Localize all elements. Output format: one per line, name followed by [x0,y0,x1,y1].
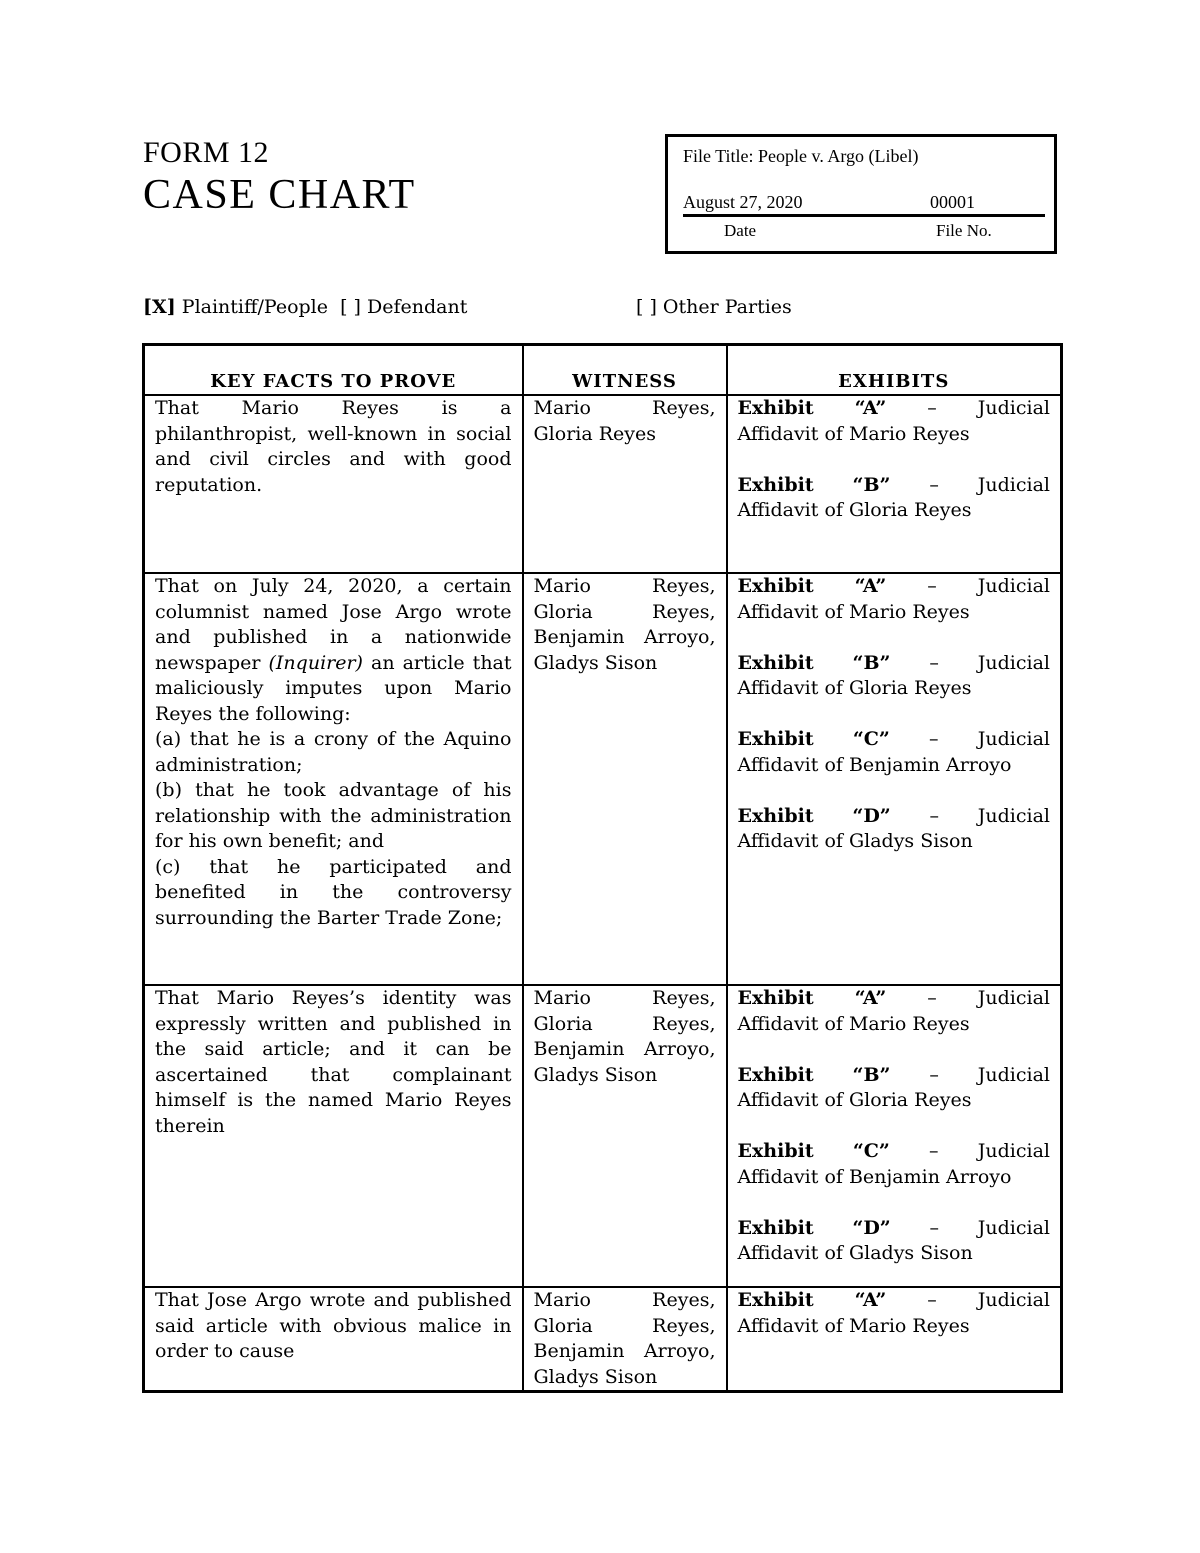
exhibit-letter: “A” [854,987,887,1009]
fact-intro: That on July 24, 2020, a certain columnist named Jose Argo wrote and published in a nationwide newspaper [155,575,512,674]
exhibit-label: Exhibit [737,1063,814,1086]
exhibit-entry [738,651,1051,702]
exhibit-description: Affidavit of Mario Reyes [737,1314,970,1337]
exhibit-description: Affidavit of Mario Reyes [737,1012,970,1035]
exhibit-dash: – [929,728,939,750]
exhibit-description: Affidavit of Gloria Reyes [737,677,972,699]
exhibit-dash: – [927,987,937,1009]
header-exhibits: EXHIBITS [727,345,1062,396]
exhibit-letter: “A” [854,397,887,419]
exhibit-label: Exhibit [737,1140,814,1162]
file-date-value: August 27, 2020 [683,192,803,212]
table-header-row [144,345,1062,396]
fact-item-c: (c) that he participated and benefited in the controversy surrounding the Barter Trade Zone; [155,855,512,929]
exhibit-description: Affidavit of Gloria Reyes [737,499,972,521]
fact-item-a: (a) that he is a crony of the Aquino administration; [155,728,512,776]
exhibit-type: Judicial [977,1140,1050,1162]
exhibit-letter: “D” [852,1216,891,1239]
witness-cell: Mario Reyes, Gloria Reyes, Benjamin Arroyo, Gladys Sison [523,573,727,985]
exhibit-entry [738,396,1051,447]
exhibit-description: Affidavit of Mario Reyes [737,422,970,445]
exhibit-letter: “C” [852,1140,890,1162]
exhibit-entry [738,1139,1051,1190]
exhibits-cell [727,395,1062,573]
exhibit-description: Affidavit of Mario Reyes [737,600,970,623]
exhibit-description: Affidavit of Benjamin Arroyo [737,1165,1012,1188]
exhibit-label: Exhibit [737,473,814,496]
witness-cell: Mario Reyes, Gloria Reyes, Benjamin Arroyo, Gladys Sison [523,1287,727,1392]
exhibit-label: Exhibit [737,397,814,419]
exhibit-label: Exhibit [737,987,814,1009]
exhibit-type: Judicial [977,575,1050,597]
exhibit-type: Judicial [977,1289,1050,1311]
exhibit-type: Judicial [977,728,1050,750]
exhibit-entry [738,1063,1051,1114]
exhibit-type: Judicial [977,987,1050,1009]
exhibit-dash: – [929,651,939,674]
file-date-label: Date [724,221,757,240]
exhibit-letter: “B” [852,651,891,674]
file-title: File Title: People v. Argo (Libel) [683,146,919,166]
exhibit-dash: – [927,397,937,419]
header-key-facts: KEY FACTS TO PROVE [144,345,523,396]
exhibit-entry [738,986,1051,1037]
case-chart-table [142,343,1063,1393]
exhibit-label: Exhibit [737,728,814,750]
exhibits-cell [727,573,1062,985]
exhibit-dash: – [929,1216,939,1239]
witness-cell: Mario Reyes, Gloria Reyes, Benjamin Arroyo, Gladys Sison [523,985,727,1287]
key-fact-cell [144,573,523,985]
exhibit-label: Exhibit [737,1289,814,1311]
key-fact-cell: That Jose Argo wrote and published said article with obvious malice in order to cause [144,1287,523,1392]
file-info-box [665,134,1057,254]
other-parties-label: Other Parties [662,296,792,318]
fact-newspaper: (Inquirer) [268,651,363,674]
exhibit-entry [738,1288,1051,1339]
exhibit-description: Affidavit of Benjamin Arroyo [737,753,1012,776]
table-row [144,1287,1062,1392]
exhibit-dash: – [929,473,939,496]
exhibit-letter: “A” [854,575,887,597]
other-parties-checkbox[interactable]: [ ] [636,296,657,318]
exhibit-description: Affidavit of Gloria Reyes [737,1089,972,1111]
plaintiff-checkbox[interactable]: [X] [143,296,176,318]
fact-item-b: (b) that he took advantage of his relationship with the administration for his own benefit; and [155,779,512,852]
exhibit-entry [738,804,1051,855]
file-number-label: File No. [936,221,992,240]
key-fact-cell: That Mario Reyes’s identity was expressly written and published in the said article; and it can be ascertained that complainant himself is the named Mario Reyes therein [144,985,523,1287]
exhibit-description: Affidavit of Gladys Sison [737,1242,973,1264]
plaintiff-label: Plaintiff/People [181,296,328,318]
party-selection-other [636,295,792,319]
defendant-label: Defendant [367,296,468,318]
exhibit-label: Exhibit [737,575,814,597]
exhibit-label: Exhibit [737,804,814,827]
fact-imputation: an article that maliciously imputes upon Mario Reyes the following: [155,651,512,725]
exhibit-entry [738,574,1051,625]
exhibit-label: Exhibit [737,651,814,674]
exhibit-type: Judicial [977,1216,1050,1239]
exhibit-type: Judicial [977,473,1050,496]
exhibits-cell [727,1287,1062,1392]
exhibit-dash: – [929,1140,939,1162]
header-witness: WITNESS [523,345,727,396]
file-underline [683,214,1045,217]
exhibit-type: Judicial [977,804,1050,827]
exhibits-cell [727,985,1062,1287]
exhibit-letter: “B” [852,1063,891,1086]
exhibit-letter: “B” [852,473,891,496]
exhibit-entry [738,727,1051,778]
exhibit-dash: – [929,804,939,827]
key-fact-cell: That Mario Reyes is a philanthropist, well-known in social and civil circles and with good reputation. [144,395,523,573]
exhibit-entry [738,1216,1051,1267]
exhibit-type: Judicial [977,397,1050,419]
form-name: CASE CHART [143,172,416,218]
exhibit-letter: “A” [854,1289,887,1311]
file-number-value: 00001 [930,192,975,212]
table-row [144,573,1062,985]
witness-cell: Mario Reyes, Gloria Reyes [523,395,727,573]
party-selection-primary [143,295,467,319]
exhibit-description: Affidavit of Gladys Sison [737,830,973,852]
exhibit-type: Judicial [977,1063,1050,1086]
exhibit-label: Exhibit [737,1216,814,1239]
table-row [144,395,1062,573]
exhibit-dash: – [927,575,937,597]
exhibit-dash: – [929,1063,939,1086]
exhibit-letter: “C” [852,728,890,750]
defendant-checkbox[interactable]: [ ] [340,296,361,318]
exhibit-dash: – [927,1289,937,1311]
exhibit-letter: “D” [852,804,891,827]
table-row [144,985,1062,1287]
exhibit-entry [738,473,1051,524]
exhibit-type: Judicial [977,651,1050,674]
form-number: FORM 12 [143,136,270,169]
